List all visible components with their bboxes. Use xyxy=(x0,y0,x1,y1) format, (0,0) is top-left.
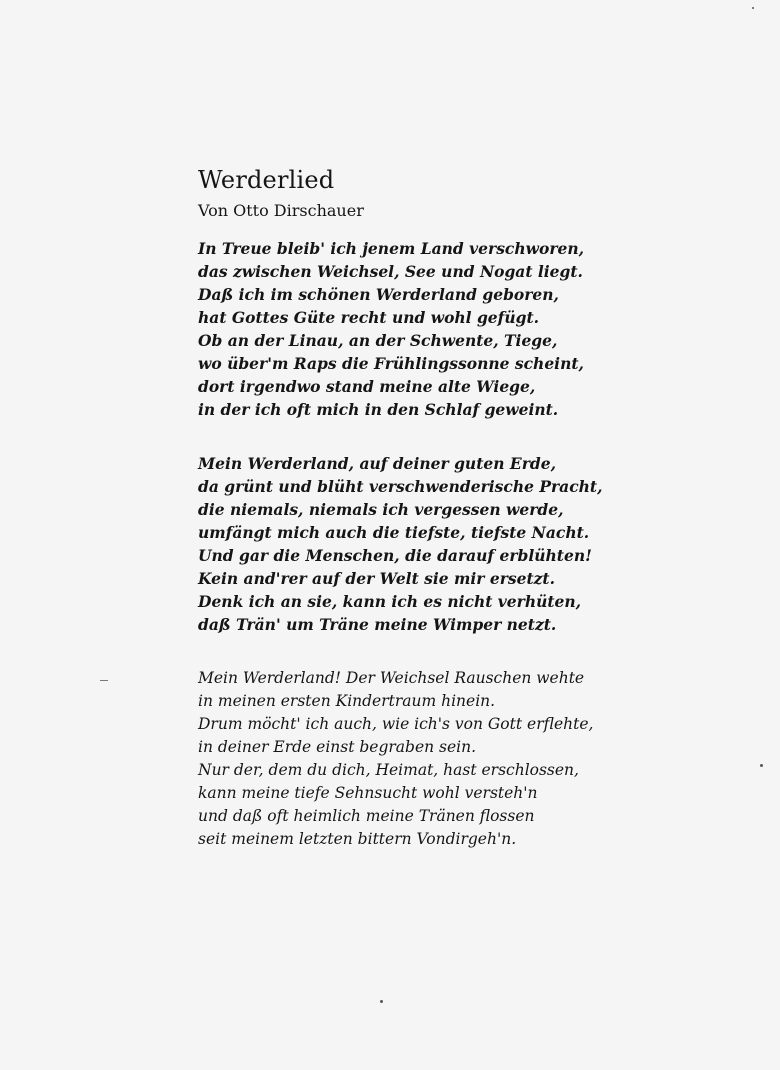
poem-line: in der ich oft mich in den Schlaf geweint. xyxy=(198,400,559,419)
poem xyxy=(198,165,638,851)
poem-line: in deiner Erde einst begraben sein. xyxy=(198,738,477,756)
poem-line: umfängt mich auch die tiefste, tiefste Nacht. xyxy=(198,523,590,542)
poem-line: da grünt und blüht verschwenderische Pracht, xyxy=(198,477,603,496)
poem-line: in meinen ersten Kindertraum hinein. xyxy=(198,692,496,710)
poem-line: Nur der, dem du dich, Heimat, hast erschlossen, xyxy=(198,761,579,779)
poem-title: Werderlied xyxy=(198,166,335,194)
poem-line: Drum möcht' ich auch, wie ich's von Gott erflehte, xyxy=(198,715,594,733)
poem-line: Ob an der Linau, an der Schwente, Tiege, xyxy=(198,331,558,350)
poem-line: wo über'm Raps die Frühlingssonne scheint, xyxy=(198,354,584,373)
poem-line: Und gar die Menschen, die darauf erblühten! xyxy=(198,546,592,565)
poem-line: Denk ich an sie, kann ich es nicht verhüten, xyxy=(198,592,582,611)
stanza-2 xyxy=(198,452,638,636)
poem-line: Mein Werderland! Der Weichsel Rauschen wehte xyxy=(198,669,585,687)
poem-author: Von Otto Dirschauer xyxy=(198,201,364,220)
poem-line: und daß oft heimlich meine Tränen flossen xyxy=(198,807,535,825)
poem-line: die niemals, niemals ich vergessen werde, xyxy=(198,500,564,519)
scan-mark xyxy=(100,680,108,681)
poem-line: das zwischen Weichsel, See und Nogat liegt. xyxy=(198,262,583,281)
scan-speck xyxy=(380,1000,383,1003)
stanza-3 xyxy=(198,667,638,851)
poem-line: Mein Werderland, auf deiner guten Erde, xyxy=(198,454,556,473)
poem-line: Kein and'rer auf der Welt sie mir ersetzt. xyxy=(198,569,555,588)
scan-speck xyxy=(752,7,754,9)
poem-line: dort irgendwo stand meine alte Wiege, xyxy=(198,377,536,396)
poem-line: daß Trän' um Träne meine Wimper netzt. xyxy=(198,615,557,634)
poem-line: kann meine tiefe Sehnsucht wohl versteh'n xyxy=(198,784,538,802)
scan-speck xyxy=(760,764,763,767)
poem-line: In Treue bleib' ich jenem Land verschworen, xyxy=(198,239,585,258)
poem-line: seit meinem letzten bittern Vondirgeh'n. xyxy=(198,830,517,848)
stanza-1 xyxy=(198,237,638,421)
poem-line: Daß ich im schönen Werderland geboren, xyxy=(198,285,559,304)
poem-line: hat Gottes Güte recht und wohl gefügt. xyxy=(198,308,539,327)
